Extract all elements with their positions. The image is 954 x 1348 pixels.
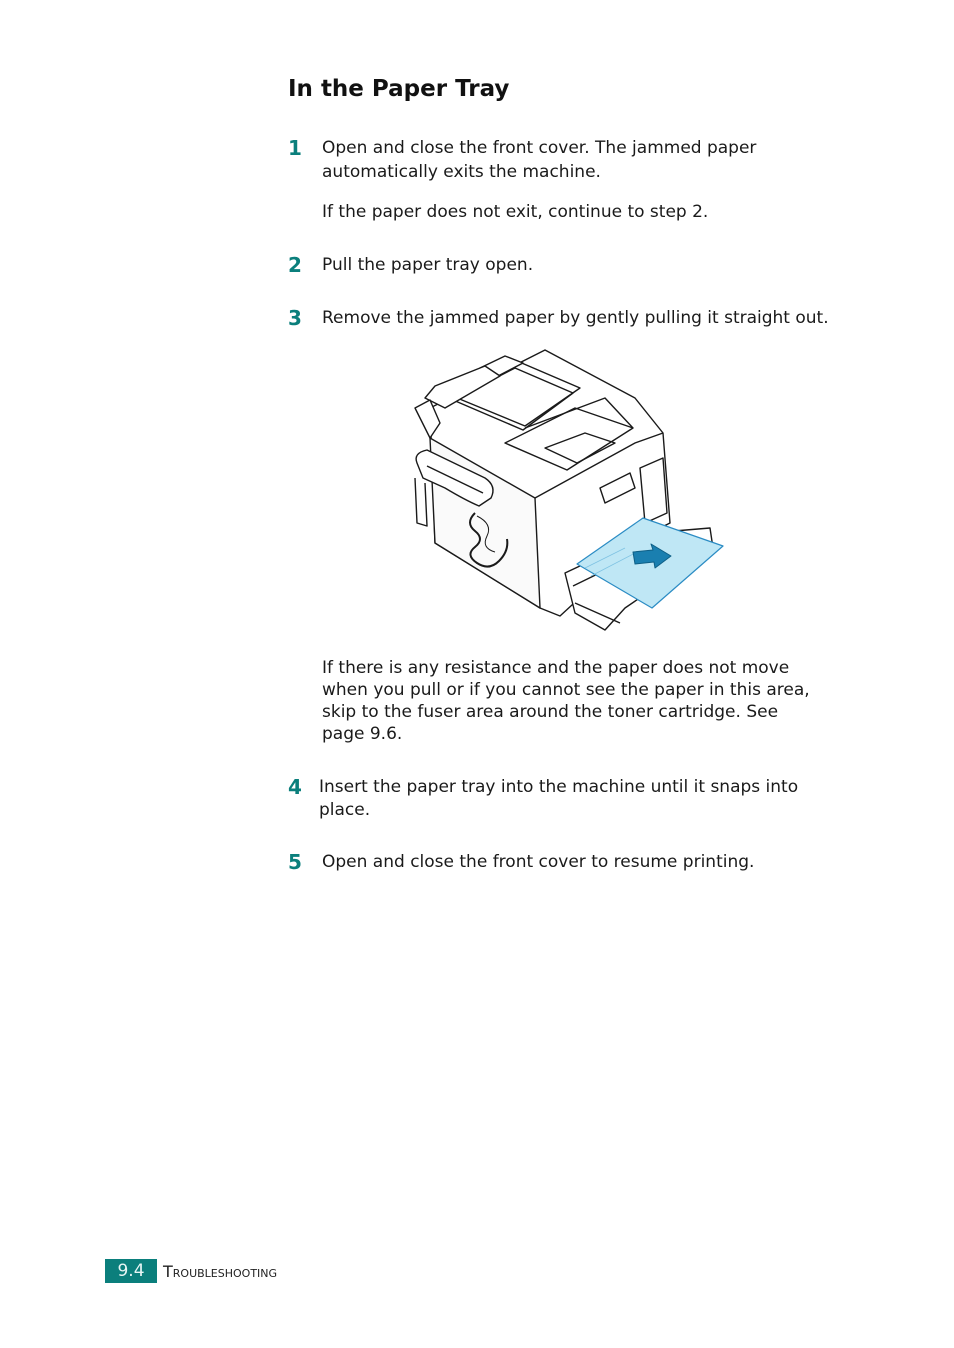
step-2-text: Pull the paper tray open. [322, 255, 534, 275]
resistance-note-line3: skip to the fuser area around the toner cartridge. See [322, 702, 779, 722]
printer-paper-jam-illustration [405, 338, 730, 638]
step-1-note: If the paper does not exit, continue to step 2. [322, 202, 709, 222]
resistance-note-line2: when you pull or if you cannot see the paper in this area, [322, 680, 810, 700]
resistance-note-line4: page 9.6. [322, 724, 403, 744]
step-5-text: Open and close the front cover to resume printing. [322, 852, 755, 872]
step-1-text-line1: Open and close the front cover. The jammed paper [322, 138, 757, 158]
section-title: In the Paper Tray [288, 76, 510, 102]
page-number-badge: 9.4 [105, 1259, 157, 1283]
step-number-1: 1 [288, 136, 302, 160]
resistance-note-line1: If there is any resistance and the paper does not move [322, 658, 790, 678]
step-3-text: Remove the jammed paper by gently pulling it straight out. [322, 308, 829, 328]
step-4-text-line1: Insert the paper tray into the machine until it snaps into [319, 777, 799, 797]
chapter-title: Troubleshooting [163, 1262, 278, 1281]
step-4-text-line2: place. [319, 800, 371, 820]
step-number-2: 2 [288, 253, 302, 277]
step-number-4: 4 [288, 775, 302, 799]
step-1-text-line2: automatically exits the machine. [322, 162, 601, 182]
step-number-5: 5 [288, 850, 302, 874]
step-number-3: 3 [288, 306, 302, 330]
